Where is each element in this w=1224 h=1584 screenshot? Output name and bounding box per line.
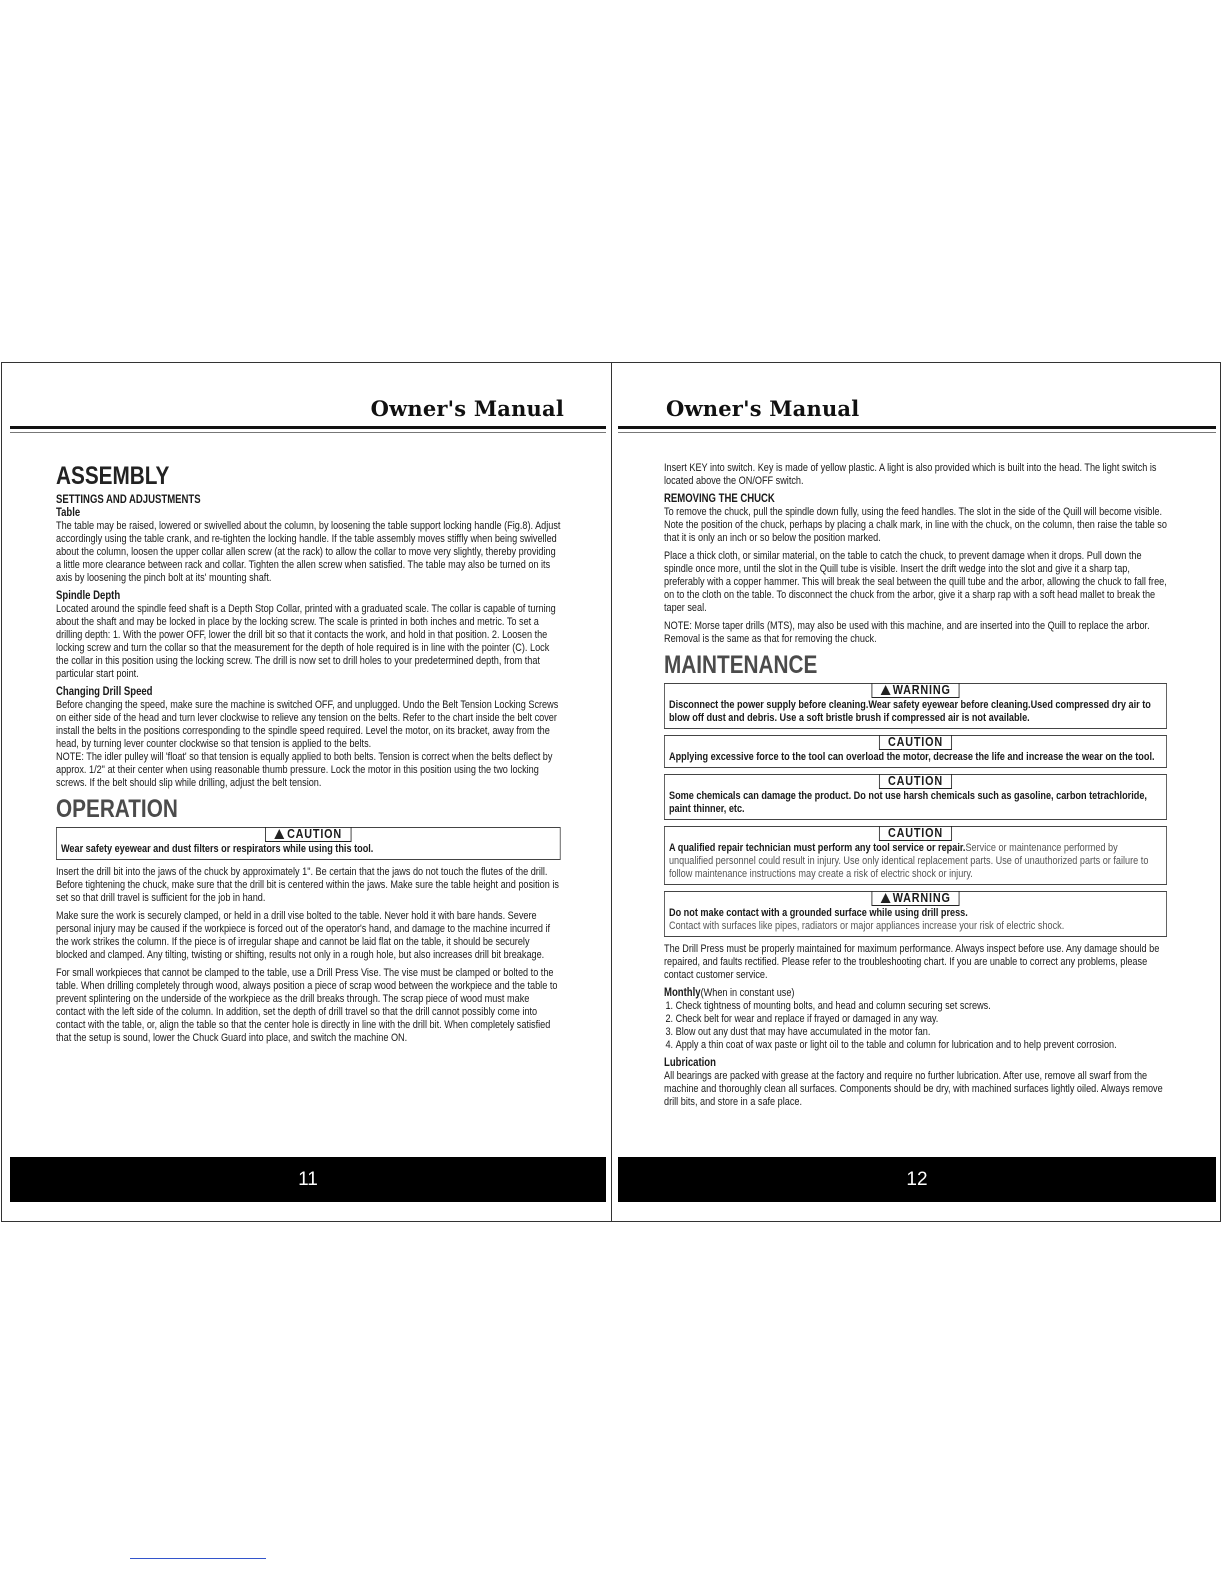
manual-header-title: Owner's Manual <box>666 396 860 421</box>
header-rule <box>618 426 1216 433</box>
page-number: 11 <box>298 1169 318 1190</box>
drill-speed-note: NOTE: The idler pulley will 'float' so that tension is equally applied to both belts. Tension is correct when the belts deflect by approx. 1/2" at their center when using reasonable thumb pressure. Lock the motor in this position using the two locking screws. If the belt should slip while drilling, adjust the belt tension. <box>56 751 553 789</box>
operation-heading: OPERATION <box>56 795 178 823</box>
drill-speed-heading: Changing Drill Speed <box>56 686 153 698</box>
monthly-note: (When in constant use) <box>700 987 795 999</box>
list-item: 3. Blow out any dust that may have accumulated in the motor fan. <box>676 1026 1167 1039</box>
warning-text-2-bold: Do not make contact with a grounded surface while using drill press. <box>668 907 968 919</box>
maintenance-paragraph: The Drill Press must be properly maintained for maximum performance. Always inspect before use. Any damage should be repaired, and faults rectified. Please refer to the troubleshooting chart. If you are unable to correct any problems, please contact customer service. <box>664 943 1160 981</box>
chuck-note: NOTE: Morse taper drills (MTS), may also be used with this machine, and are inserted into the Quill to replace the arbor. Removal is the same as that for removing the chuck. <box>664 620 1150 645</box>
lubrication-heading: Lubrication <box>664 1057 716 1069</box>
caution-text-1: Applying excessive force to the tool can overload the motor, decrease the life and increase the wear on the tool. <box>668 751 1155 763</box>
spindle-depth-heading: Spindle Depth <box>56 590 121 602</box>
page-12-content <box>664 462 1167 1114</box>
warning-triangle-icon <box>880 685 890 695</box>
assembly-heading: ASSEMBLY <box>56 462 170 490</box>
caution-text-2: Some chemicals can damage the product. Do not use harsh chemicals such as gasoline, carbon tetrachloride, paint thinner, etc. <box>668 790 1147 815</box>
warning-triangle-icon <box>275 829 285 839</box>
caution-box-3 <box>664 826 1167 885</box>
lubrication-paragraph: All bearings are packed with grease at the factory and require no further lubrication. After use, remove all swarf from the machine and thoroughly clean all surfaces. Components should be dry, with machined surfaces lightly oiled. Always remove drill bits, and store in a safe place. <box>664 1070 1163 1108</box>
caution-box-1 <box>664 735 1167 768</box>
warning-box-2 <box>664 891 1167 937</box>
header-rule <box>10 426 606 433</box>
operation-paragraph-2: Make sure the work is securely clamped, or held in a drill vise bolted to the table. Never hold it with bare hands. Severe personal injury may be caused if the workpiece is forced out of the operator's hand, and damage to the machine incurred if the work strikes the column. If the piece is of irregular shape and cannot be laid flat on the table, it should be securely blocked and clamped. Any tilting, twisting or shifting, results not only in a rough hole, but also increases drill bit breakage. <box>56 910 551 961</box>
warning-label: WARNING <box>871 891 960 906</box>
spindle-depth-paragraph: Located around the spindle feed shaft is a Depth Stop Collar, printed with a graduated scale. The collar is capable of turning about the shaft and may be locked in place by the locking screw. The scale is printed in both inches and metric. To set a drilling depth: 1. With the power OFF, lower the drill bit so that it contacts the work, and hold in that position. 2. Loosen the locking screw and turn the collar so that the measurement for the depth of hole required is in line with the pointer (C). Lock the collar in this position using the locking screw. The drill is now set to drill holes to your predetermined depth, from that particular start point. <box>56 603 556 680</box>
caution-box-2 <box>664 774 1167 820</box>
removing-chuck-heading: REMOVING THE CHUCK <box>664 493 775 505</box>
caution-label: CAUTION <box>265 827 351 842</box>
caution-label: CAUTION <box>879 774 952 789</box>
operation-paragraph-3: For small workpieces that cannot be clamped to the table, use a Drill Press Vise. The vise must be clamped or bolted to the table. When drilling completely through wood, always position a piece of scrap wood between the workpiece and the table to prevent splintering on the underside of the workpiece as the drill breaks through. The scrap piece of wood must make contact with the left side of the column. In addition, set the depth of drill travel so that the drill cannot possibly come into contact with the table, or, align the table so that the center hole is directly in line with the drill bit. When completely satisfied that the setup is sound, lower the Chuck Guard into place, and switch the machine ON. <box>56 967 558 1044</box>
caution-box <box>56 827 561 860</box>
caution-text: Wear safety eyewear and dust filters or respirators while using this tool. <box>60 843 374 855</box>
warning-box-1 <box>664 683 1167 729</box>
page-footer <box>10 1157 606 1202</box>
caution-label: CAUTION <box>879 826 952 841</box>
table-heading: Table <box>56 507 81 519</box>
drill-speed-paragraph: Before changing the speed, make sure the machine is switched OFF, and unplugged. Undo the Belt Tension Locking Screws on either side of the head and turn lever clockwise to relieve any tension on the belts. Refer to the chart inside the belt cover install the belts in the positions corresponding to the spindle speed required. Level the motor, on its bracket, away from the head, by turning lever counter clockwise so that tension is applied to the belts. <box>56 699 559 750</box>
page-number: 12 <box>906 1169 928 1190</box>
operation-paragraph-1: Insert the drill bit into the jaws of the chuck by approximately 1". Be certain that the jaws do not touch the flutes of the drill. Before tightening the chuck, make sure that the drill bit is centered within the jaws. Make sure the table height and position is set so that drill travel is sufficient for the job in hand. <box>56 866 559 904</box>
page-divider <box>611 362 612 1222</box>
monthly-list <box>664 1000 1167 1052</box>
warning-label: WARNING <box>871 683 960 698</box>
caution-text-3-bold: A qualified repair technician must perform any tool service or repair. <box>668 842 966 854</box>
table-paragraph: The table may be raised, lowered or swivelled about the column, by loosening the table support locking handle (Fig.8). Adjust accordingly using the table crank, and re-tighten the locking handle. If the table assembly moves stiffly when being swivelled about the column, loosen the upper collar allen screw (at the rack) to allow the collar to move very slightly, thereby providing a little more clearance between rack and collar. Tighten the allen screw when satisfied. The table may also be turned on its axis by loosening the pinch bolt at its' mounting shaft. <box>56 520 561 584</box>
caution-label: CAUTION <box>879 735 952 750</box>
link-underline <box>130 1558 266 1559</box>
page-11 <box>10 362 606 1222</box>
chuck-paragraph-1: To remove the chuck, pull the spindle down fully, using the feed handles. The slot in the side of the Quill will become visible. Note the position of the chuck, perhaps by placing a chalk mark, in line with the chuck, on the column, then raise the table so that it is only an inch or so below the position marked. <box>664 506 1167 544</box>
caution-text-3: Service or maintenance performed by unqualified personnel could result in injury. Use only identical replacement parts. Use of unauthorized parts or failure to follow maintenance instructions may create a risk of electric shock or injury. <box>668 842 1149 880</box>
chuck-paragraph-2: Place a thick cloth, or similar material, on the table to catch the chuck, to prevent damage when it drops. Pull down the spindle once more, until the slot in the Quill tube is visible. Insert the drift wedge into the slot and give it a sharp tap, preferably with a copper hammer. This will break the seal between the quill tube and the arbor, allowing the chuck to fall free, on to the cloth on the table. To disconnect the chuck from the arbor, give it a sharp rap with a soft head mallet to break the taper seal. <box>664 550 1167 614</box>
list-item: 1. Check tightness of mounting bolts, and head and column securing set screws. <box>676 1000 1167 1013</box>
warning-triangle-icon <box>880 893 890 903</box>
maintenance-heading: MAINTENANCE <box>664 651 818 679</box>
manual-header-title: Owner's Manual <box>370 396 564 421</box>
monthly-heading: Monthly <box>664 987 701 999</box>
list-item: 4. Apply a thin coat of wax paste or light oil to the table and column for lubrication and to help prevent corrosion. <box>676 1039 1167 1052</box>
warning-text-1: Disconnect the power supply before cleaning.Wear safety eyewear before cleaning.Used compressed dry air to blow off dust and debris. Use a soft bristle brush if compressed air is not available. <box>668 699 1151 724</box>
page-11-content <box>56 462 561 1050</box>
key-paragraph: Insert KEY into switch. Key is made of yellow plastic. A light is also provided which is built into the head. The light switch is located above the ON/OFF switch. <box>664 462 1157 487</box>
page-footer <box>618 1157 1216 1202</box>
warning-text-2: Contact with surfaces like pipes, radiators or major appliances increase your risk of electric shock. <box>668 920 1065 932</box>
list-item: 2. Check belt for wear and replace if frayed or damaged in any way. <box>676 1013 1167 1026</box>
settings-heading: SETTINGS AND ADJUSTMENTS <box>56 494 201 506</box>
page-12 <box>618 362 1216 1222</box>
